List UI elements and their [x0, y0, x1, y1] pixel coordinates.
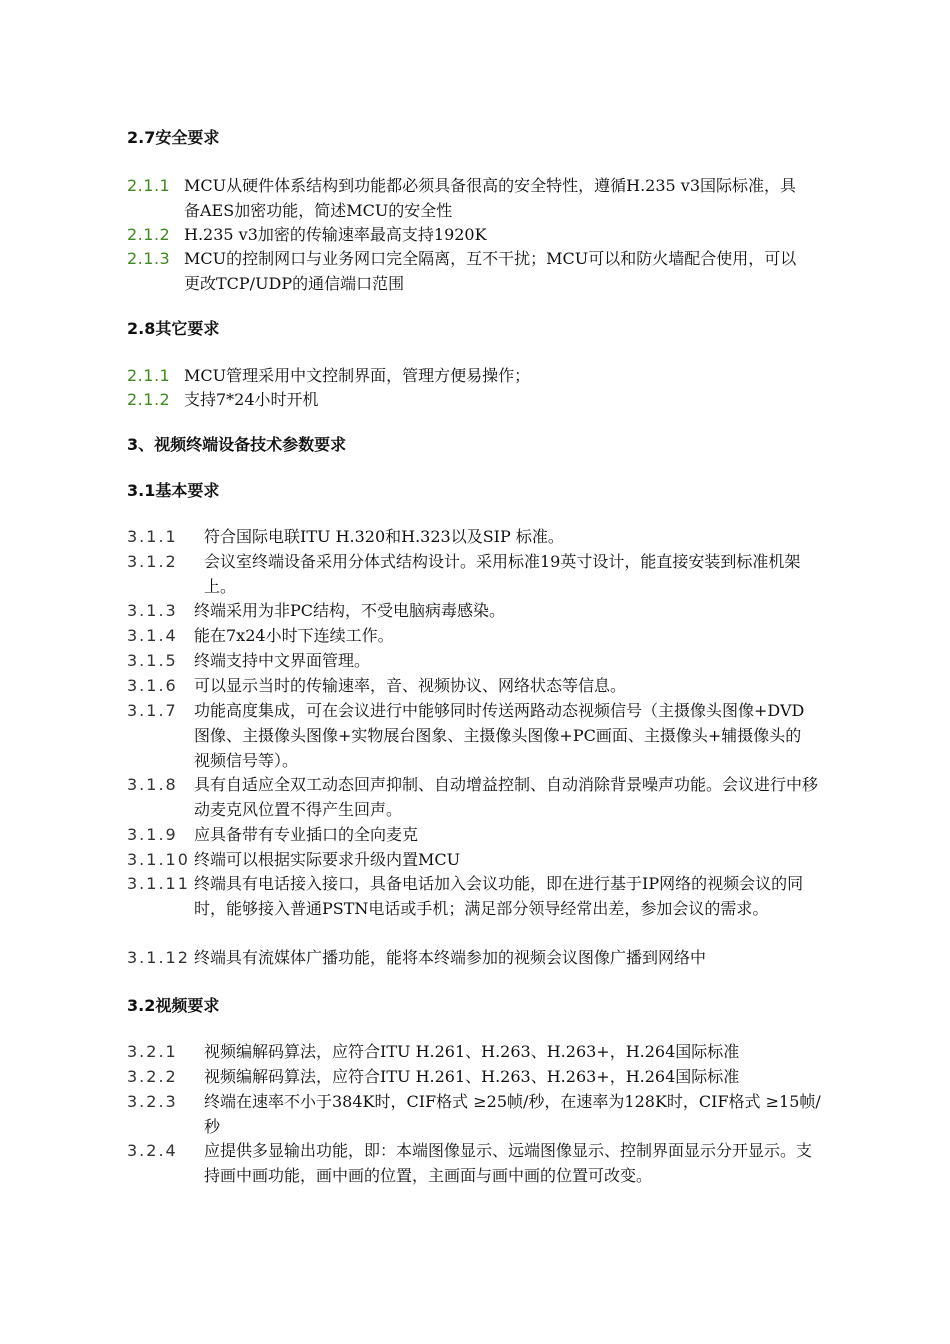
item-text: 具有自适应全双工动态回声抑制、自动增益控制、自动消除背景噪声功能。会议进行中移动麦克风位置不得产生回声。 — [194, 775, 819, 819]
item-text: 支持7*24小时开机 — [184, 390, 319, 409]
item-text: 会议室终端设备采用分体式结构设计。采用标准19英寸设计，能直接安装到标准机架上。 — [204, 552, 801, 596]
item-number: 2.1.1 — [127, 176, 171, 195]
item-text: 终端具有流媒体广播功能，能将本终端参加的视频会议图像广播到网络中 — [194, 948, 707, 967]
section-heading-3: 3、视频终端设备技术参数要求 — [127, 435, 347, 454]
item-text: 终端采用为非PC结构，不受电脑病毒感染。 — [194, 601, 506, 620]
item-number: 3.2.1 — [127, 1042, 178, 1061]
item-text: 终端在速率不小于384K时，CIF格式 ≥25帧/秒，在速率为128K时，CIF格式 ≥15帧/秒 — [204, 1092, 821, 1136]
item-number: 3.1.9 — [127, 825, 178, 844]
item-text: 视频编解码算法，应符合ITU H.261、H.263、H.263+，H.264国际标准 — [204, 1042, 740, 1061]
item-text: MCU管理采用中文控制界面，管理方便易操作； — [184, 366, 531, 385]
section-heading-3-2: 3.2视频要求 — [127, 996, 220, 1015]
item-number: 3.2.4 — [127, 1141, 178, 1160]
item-number: 2.1.3 — [127, 249, 171, 268]
item-number: 3.1.4 — [127, 626, 178, 645]
item-number: 3.1.7 — [127, 701, 178, 720]
item-number: 2.1.2 — [127, 225, 171, 244]
item-number: 3.2.3 — [127, 1092, 178, 1111]
item-number: 3.1.2 — [127, 552, 178, 571]
item-number: 3.1.10 — [127, 850, 190, 869]
item-number: 3.1.11 — [127, 874, 190, 893]
item-text: 功能高度集成，可在会议进行中能够同时传送两路动态视频信号（主摄像头图像+DVD图像、主摄像头图像+实物展台图象、主摄像头图像+PC画面、主摄像头+辅摄像头的视频信号等）。 — [194, 701, 805, 770]
item-text: MCU从硬件体系结构到功能都必须具备很高的安全特性，遵循H.235 v3国际标准，具备AES加密功能，简述MCU的安全性 — [184, 176, 796, 220]
item-number: 3.2.2 — [127, 1067, 178, 1086]
item-text: 符合国际电联ITU H.320和H.323以及SIP 标准。 — [204, 527, 564, 546]
item-number: 2.1.2 — [127, 390, 171, 409]
item-text: 能在7x24小时下连续工作。 — [194, 626, 394, 645]
item-number: 2.1.1 — [127, 366, 171, 385]
item-number: 3.1.6 — [127, 676, 178, 695]
item-number: 3.1.1 — [127, 527, 178, 546]
item-text: MCU的控制网口与业务网口完全隔离，互不干扰；MCU可以和防火墙配合使用，可以更改TCP/UDP的通信端口范围 — [184, 249, 797, 293]
item-text: 应具备带有专业插口的全向麦克 — [194, 825, 419, 844]
item-number: 3.1.12 — [127, 948, 190, 967]
item-number: 3.1.3 — [127, 601, 178, 620]
section-heading-3-1: 3.1基本要求 — [127, 481, 220, 500]
item-number: 3.1.5 — [127, 651, 178, 670]
section-heading-2-8: 2.8其它要求 — [127, 319, 220, 338]
item-text: H.235 v3加密的传输速率最高支持1920K — [184, 225, 487, 244]
item-text: 视频编解码算法，应符合ITU H.261、H.263、H.263+，H.264国际标准 — [204, 1067, 740, 1086]
item-text: 终端具有电话接入接口，具备电话加入会议功能，即在进行基于IP网络的视频会议的同时，能够接入普通PSTN电话或手机；满足部分领导经常出差，参加会议的需求。 — [194, 874, 804, 918]
item-text: 可以显示当时的传输速率，音、视频协议、网络状态等信息。 — [194, 676, 627, 695]
item-text: 终端支持中文界面管理。 — [194, 651, 371, 670]
item-text: 应提供多显输出功能，即：本端图像显示、远端图像显示、控制界面显示分开显示。支持画中画功能，画中画的位置，主画面与画中画的位置可改变。 — [204, 1141, 813, 1185]
item-text: 终端可以根据实际要求升级内置MCU — [194, 850, 461, 869]
item-number: 3.1.8 — [127, 775, 178, 794]
section-heading-2-7: 2.7安全要求 — [127, 128, 220, 147]
